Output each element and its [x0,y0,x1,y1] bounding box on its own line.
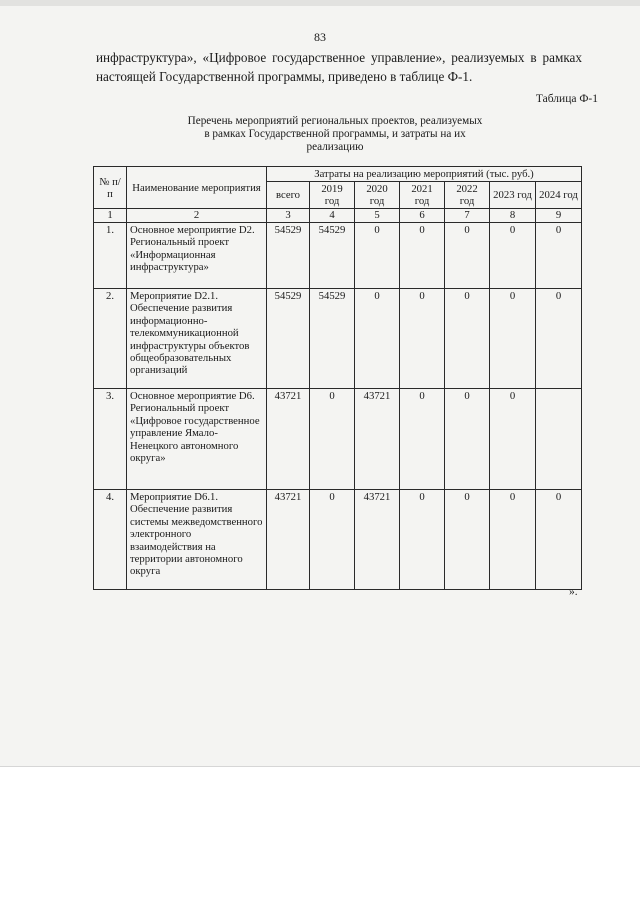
header-2024: 2024 год [536,182,582,209]
value-2021: 0 [400,490,445,590]
value-2023: 0 [490,223,536,289]
header-num: № п/п [94,167,127,209]
value-2024: 0 [536,289,582,389]
col-number: 8 [490,209,536,223]
value-2022: 0 [445,289,490,389]
value-total: 54529 [267,223,310,289]
column-number-row [94,209,582,223]
value-2024: 0 [536,490,582,590]
header-2020: 2020 год [355,182,400,209]
value-total: 54529 [267,289,310,389]
value-2021: 0 [400,289,445,389]
col-number: 9 [536,209,582,223]
caption-line-1: Перечень мероприятий региональных проектов, реализуемых [187,115,483,127]
row-name: Мероприятие D2.1. Обеспечение развития информационно-телекоммуникационной инфраструктуры объектов общеобразовательных организаций [127,289,267,389]
row-num: 3. [94,389,127,490]
value-2019: 0 [310,490,355,590]
table-label: Таблица Ф-1 [535,93,598,105]
value-2019: 54529 [310,289,355,389]
value-2021: 0 [400,223,445,289]
row-num: 4. [94,490,127,590]
header-2022: 2022 год [445,182,490,209]
value-2023: 0 [490,490,536,590]
value-2022: 0 [445,490,490,590]
col-number: 5 [355,209,400,223]
table-row [94,289,582,389]
header-2021: 2021 год [400,182,445,209]
row-name: Основное мероприятие D2. Региональный проект «Информационная инфраструктура» [127,223,267,289]
costs-table [93,166,582,590]
table-row [94,223,582,289]
value-total: 43721 [267,490,310,590]
value-2020: 43721 [355,490,400,590]
end-quote-mark: ». [569,586,578,598]
value-2019: 54529 [310,223,355,289]
header-row-1 [94,167,582,182]
header-costs: Затраты на реализацию мероприятий (тыс. руб.) [267,167,582,182]
value-2024: 0 [536,223,582,289]
col-number: 2 [127,209,267,223]
value-2022: 0 [445,389,490,490]
col-number: 3 [267,209,310,223]
header-name: Наименование мероприятия [127,167,267,209]
caption-line-3: реализацию [306,141,364,153]
value-2019: 0 [310,389,355,490]
caption-line-2: в рамках Государственной программы, и затраты на их [204,128,466,140]
row-name: Основное мероприятие D6. Региональный проект «Цифровое государственное управление Ямало-Ненецкого автономного округа» [127,389,267,490]
table-row [94,389,582,490]
col-number: 4 [310,209,355,223]
page-number: 83 [314,30,326,44]
value-2024 [536,389,582,490]
col-number: 6 [400,209,445,223]
value-2020: 0 [355,223,400,289]
row-num: 2. [94,289,127,389]
table-row [94,490,582,590]
col-number: 1 [94,209,127,223]
scan-top-edge [0,0,640,6]
value-2020: 43721 [355,389,400,490]
value-2020: 0 [355,289,400,389]
value-2021: 0 [400,389,445,490]
value-2022: 0 [445,223,490,289]
table-caption [170,115,500,154]
intro-paragraph: инфраструктура», «Цифровое государственное управление», реализуемых в рамках настоящей Государственной программы, приведено в таблице Ф-1. [96,50,582,84]
row-num: 1. [94,223,127,289]
value-2023: 0 [490,389,536,490]
header-2019: 2019 год [310,182,355,209]
col-number: 7 [445,209,490,223]
value-2023: 0 [490,289,536,389]
header-total: всего [267,182,310,209]
row-name: Мероприятие D6.1. Обеспечение развития системы межведомственного электронного взаимодействия на территории автономного округа [127,490,267,590]
value-total: 43721 [267,389,310,490]
header-2023: 2023 год [490,182,536,209]
